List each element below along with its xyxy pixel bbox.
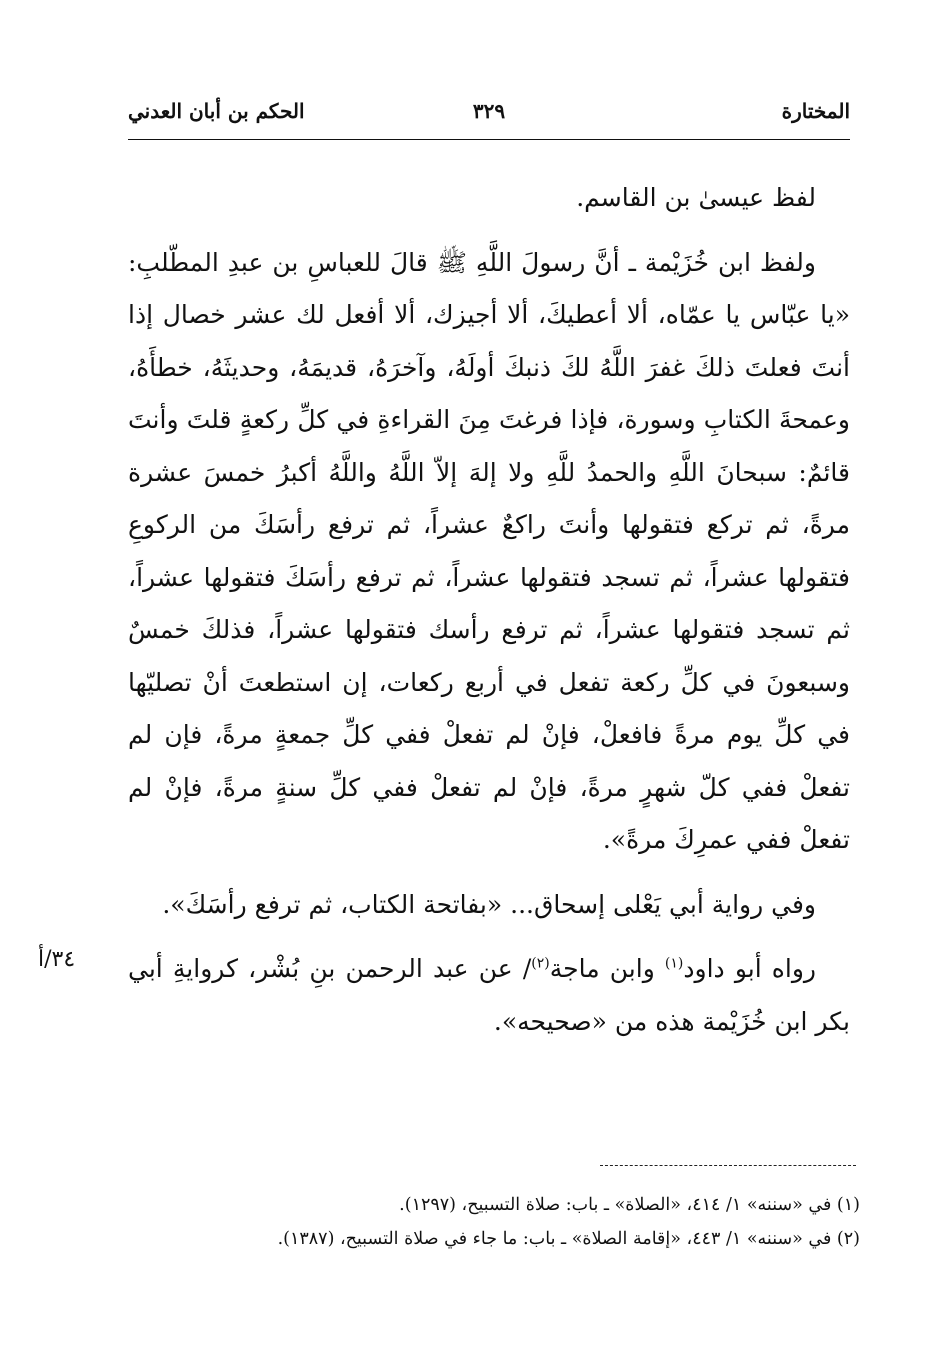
footnote-1: (١) في «سننه» ١/ ٤١٤، «الصلاة» ـ باب: صلاة التسبيح، (١٢٩٧).	[399, 1195, 860, 1215]
paragraph-4-text-c: / عن عبد الرحمن بنِ بُشْر، كروايةِ أبي بكر ابن خُزَيْمة هذه من «صحيحه».	[128, 954, 850, 1036]
header-chapter-title: الحكم بن أبان العدني	[128, 99, 305, 123]
footnote-ref-2[interactable]: (٢)	[531, 955, 550, 972]
footnote-ref-1[interactable]: (١)	[664, 955, 684, 972]
manuscript-folio-note: ٣٤/أ	[38, 947, 76, 972]
header-book-title: المختارة	[781, 99, 850, 123]
footnote-2: (٢) في «سننه» ١/ ٤٤٣، «إقامة الصلاة» ـ باب: ما جاء في صلاة التسبيح، (١٣٨٧).	[277, 1229, 860, 1249]
paragraph-2: ولفظ ابن خُزَيْمة ـ أنَّ رسولَ اللَّهِ ﷺ قالَ للعباسِ بن عبدِ المطّلبِ: «يا عبّاس يا عمّاه، ألا أعطيكَ، ألا أجيزك، ألا أفعل لك عشر خصال إذا أنتَ فعلتَ ذلكَ غفرَ اللَّهُ لكَ ذنبكَ أولَهُ، وآخرَهُ، قديمَهُ، وحديثَهُ، خطأَهُ، وعمحةَ الكتابِ وسورة، فإذا فرغتَ مِنَ القراءةِ في كلِّ ركعةٍ قلتَ وأنتَ قائمٌ: سبحانَ اللَّهِ والحمدُ للَّهِ ولا إلهَ إلاّ اللَّهُ واللَّهُ أكبرُ خمسَ عشرة مرةً، ثم تركع فتقولها وأنتَ راكعٌ عشراً، ثم ترفع رأسَكَ من الركوعِ فتقولها عشراً، ثم تسجد فتقولها عشراً، ثم ترفع رأسَكَ فتقولها عشراً، ثم تسجد فتقولها عشراً، ثم ترفع رأسك فتقولها عشراً، فذلكَ خمسٌ وسبعونَ في كلِّ ركعة تفعل في أربع ركعات، إن استطعتَ أنْ تصليّها في كلِّ يوم مرةً فافعلْ، فإنْ لم تفعلْ ففي كلِّ جمعةٍ مرةً، فإن لم تفعلْ ففي كلّ شهرٍ مرةً، فإنْ لم تفعلْ ففي كلِّ سنةٍ مرةً، فإنْ لم تفعلْ ففي عمرِكَ مرةً».	[128, 247, 851, 854]
paragraph-3: وفي رواية أبي يَعْلى إسحاق... «بفاتحة الكتاب، ثم ترفع رأسَكَ».	[162, 889, 816, 919]
paragraph-4-text-a: رواه أبو داود	[683, 954, 816, 983]
footnotes	[200, 1188, 860, 1256]
footnote-divider	[600, 1165, 856, 1166]
paragraph-4	[128, 943, 850, 1048]
header-divider	[128, 139, 850, 140]
running-header	[128, 96, 850, 140]
page-number: ٣٢٩	[472, 99, 506, 123]
paragraph-4-text-b: وابن ماجة	[549, 954, 665, 983]
paragraph-1: لفظ عيسىٰ بن القاسم.	[576, 183, 816, 212]
main-text	[128, 172, 850, 1048]
